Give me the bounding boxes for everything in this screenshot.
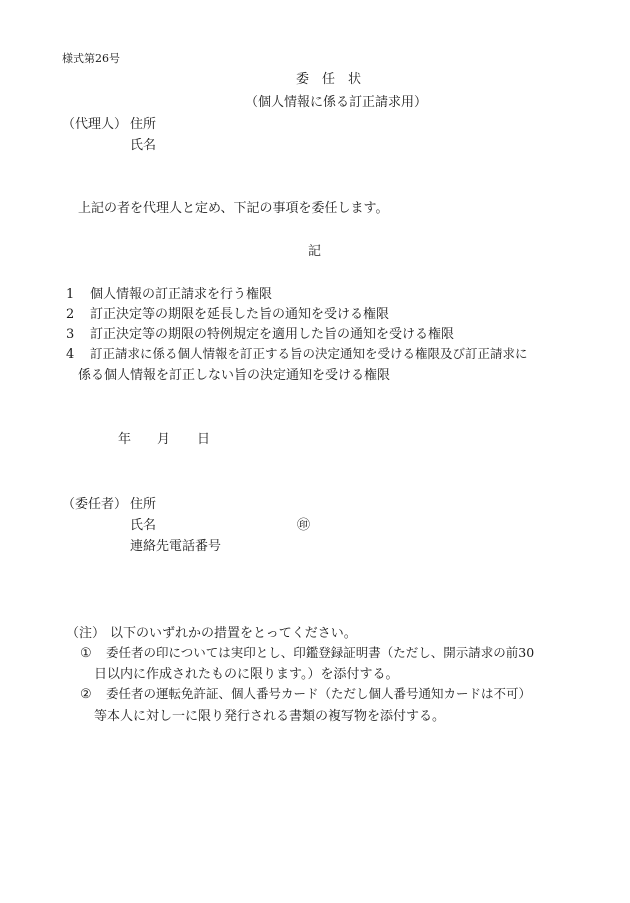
note-2-line-2: 等本人に対し一に限り発行される書類の複写物を添付する。 bbox=[94, 709, 446, 724]
date-day: 日 bbox=[197, 432, 211, 447]
principal-label: （委任者） bbox=[62, 497, 128, 512]
principal-address-label: 住所 bbox=[130, 497, 157, 512]
document-subtitle: （個人情報に係る訂正請求用） bbox=[245, 95, 428, 110]
notes-intro: 以下のいずれかの措置をとってください。 bbox=[110, 626, 357, 641]
note-1-mark: ① bbox=[80, 646, 92, 661]
note-1-line-2: 日以内に作成されたものに限ります。）を添付する。 bbox=[94, 667, 399, 682]
item-number: 2 bbox=[66, 307, 75, 322]
note-2-mark: ② bbox=[80, 687, 92, 702]
agent-label: （代理人） bbox=[62, 117, 128, 132]
item-number: 1 bbox=[66, 287, 75, 302]
notes-label: （注） bbox=[66, 626, 106, 641]
delegation-statement: 上記の者を代理人と定め、下記の事項を委任します。 bbox=[78, 201, 389, 216]
item-text: 個人情報の訂正請求を行う権限 bbox=[90, 287, 273, 302]
date-year: 年 bbox=[118, 432, 132, 447]
note-1-line-1: 委任者の印については実印とし、印鑑登録証明書（ただし、開示請求の前30 bbox=[106, 645, 535, 660]
document-title: 委 任 状 bbox=[296, 72, 362, 87]
principal-name-label: 氏名 bbox=[130, 518, 157, 533]
item-number: 3 bbox=[66, 327, 75, 342]
agent-name-label: 氏名 bbox=[130, 138, 157, 153]
ki-heading: 記 bbox=[308, 244, 322, 259]
principal-phone-label: 連絡先電話番号 bbox=[130, 539, 222, 554]
note-2-line-1: 委任者の運転免許証、個人番号カード（ただし個人番号通知カードは不可） bbox=[106, 686, 532, 701]
seal-mark: ㊞ bbox=[297, 518, 311, 533]
agent-address-label: 住所 bbox=[130, 117, 157, 132]
date-month: 月 bbox=[157, 432, 171, 447]
item-text: 訂正決定等の期限を延長した旨の通知を受ける権限 bbox=[90, 307, 390, 322]
form-number: 様式第26号 bbox=[62, 52, 120, 65]
item-text-continued: 係る個人情報を訂正しない旨の決定通知を受ける権限 bbox=[78, 368, 391, 383]
item-text: 訂正請求に係る個人情報を訂正する旨の決定通知を受ける権限及び訂正請求に bbox=[90, 346, 528, 361]
item-text: 訂正決定等の期限の特例規定を適用した旨の通知を受ける権限 bbox=[90, 327, 455, 342]
item-number: 4 bbox=[66, 347, 75, 362]
